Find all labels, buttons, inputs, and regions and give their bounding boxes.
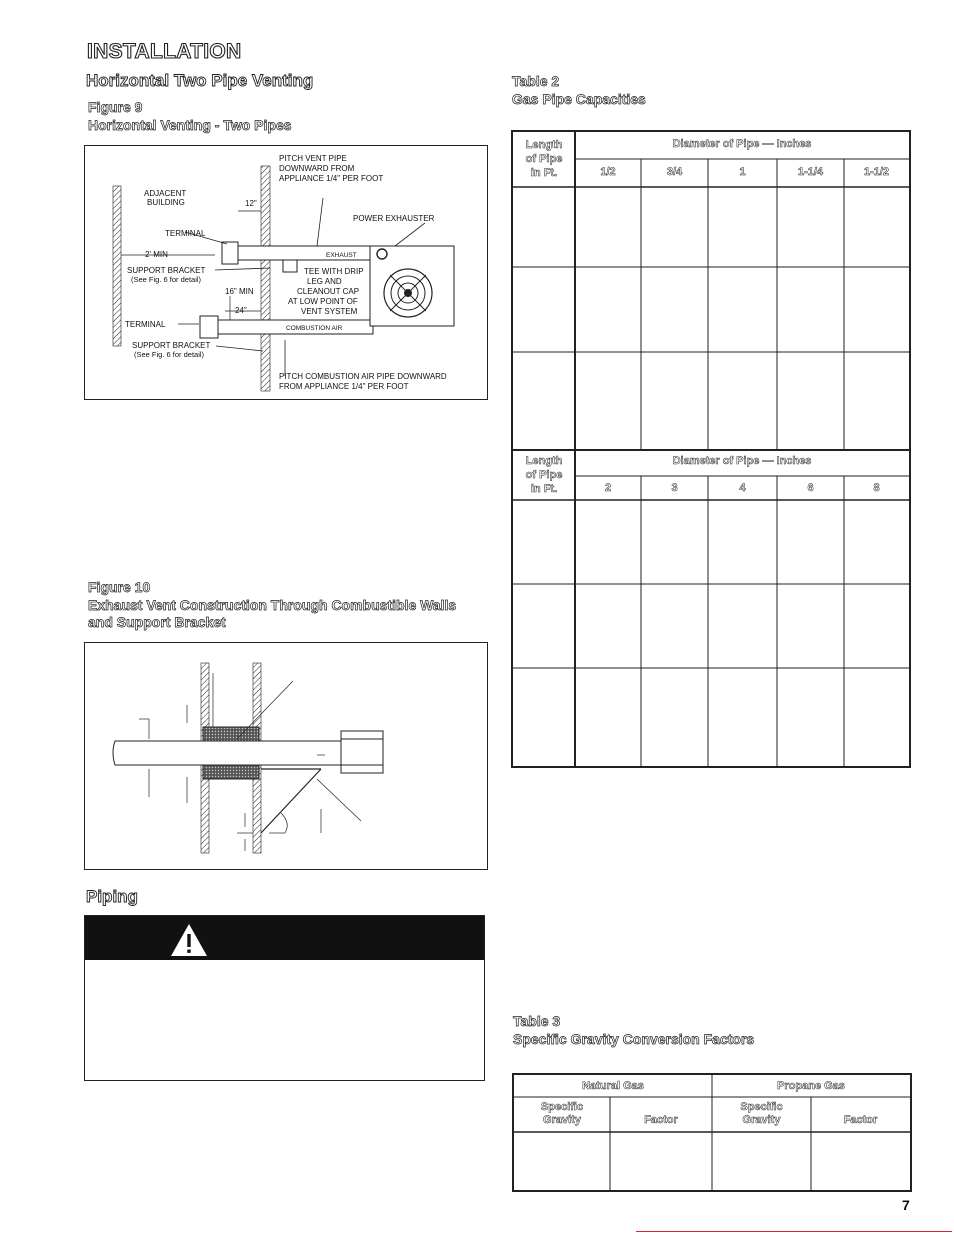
figure9-label: Figure 9: [88, 99, 143, 115]
figure10-diagram: [84, 642, 488, 870]
table2-length-header-bottom: [513, 454, 575, 496]
table2-label: Table 2: [512, 73, 560, 89]
fig9-adjacent-label-2: BUILDING: [147, 198, 185, 207]
fig9-support-bracket2-label: SUPPORT BRACKET: [132, 341, 211, 350]
fig9-pitch-label-1: PITCH VENT PIPE: [279, 154, 347, 163]
table3-grid: [514, 1075, 910, 1190]
size-header: 8: [873, 482, 880, 494]
fig9-tee-label-2: LEG AND: [307, 277, 342, 286]
fig9-combustion-air-label: COMBUSTION AIR: [286, 325, 343, 332]
fig9-see-fig6-2-label: (See Fig. 6 for detail): [134, 350, 205, 359]
figure10-drawing: [85, 643, 489, 871]
fig9-see-fig6-label: (See Fig. 6 for detail): [131, 275, 202, 284]
table3-title: Specific Gravity Conversion Factors: [513, 1031, 755, 1047]
length-header-line: Length: [525, 139, 563, 151]
fig9-pitch-ca-label-1: PITCH COMBUSTION AIR PIPE DOWNWARD: [279, 372, 447, 381]
fig9-min2-label: 2' MIN: [145, 250, 168, 259]
figure9-title: Horizontal Venting - Two Pipes: [88, 117, 292, 133]
figure10-label: Figure 10: [88, 579, 151, 595]
table3-propane-gas-header: Propane Gas: [777, 1080, 845, 1092]
figure9-diagram: [84, 145, 488, 400]
fig9-tee-label-3: CLEANOUT CAP: [297, 287, 360, 296]
page-number: 7: [902, 1197, 910, 1213]
size-header: 1-1/4: [797, 166, 824, 178]
fig9-pitch-label-3: APPLIANCE 1/4" PER FOOT: [279, 174, 384, 183]
fig9-tee-label-4: AT LOW POINT OF: [288, 297, 358, 306]
size-header: 3/4: [666, 166, 683, 178]
table3-specific-gravity-header: [514, 1101, 610, 1127]
table3-factor-header: Factor: [644, 1114, 678, 1126]
fig9-min16-label: 16" MIN: [225, 287, 254, 296]
warning-box: [84, 915, 485, 1081]
section-title-venting: Horizontal Two Pipe Venting: [86, 71, 314, 90]
length-header-line: in Ft.: [530, 167, 558, 179]
size-header: 6: [807, 482, 814, 494]
fig9-pitch-label-2: DOWNWARD FROM: [279, 164, 355, 173]
figure10-title-line1: Exhaust Vent Construction Through Combustible Walls: [88, 597, 457, 613]
fig9-dim24-label: 24": [235, 306, 247, 315]
fig9-tee-label-5: VENT SYSTEM: [301, 307, 358, 316]
fig9-exhaust-label: EXHAUST: [326, 252, 357, 259]
table2-diameter-header-top: Diameter of Pipe — Inches: [672, 138, 812, 150]
specific-label: Specific: [540, 1101, 584, 1113]
fig9-terminal-top-label: TERMINAL: [165, 229, 206, 238]
specific-gravity-table: [512, 1073, 912, 1192]
fig9-support-bracket-label: SUPPORT BRACKET: [127, 266, 206, 275]
size-header: 1/2: [600, 166, 616, 178]
fig9-tee-label-1: TEE WITH DRIP: [304, 267, 364, 276]
specific-label: Specific: [740, 1101, 783, 1113]
fig9-pitch-ca-label-2: FROM APPLIANCE 1/4" PER FOOT: [279, 382, 409, 391]
page-heading: INSTALLATION: [87, 40, 242, 63]
gravity-label: Gravity: [742, 1114, 781, 1126]
table3-label: Table 3: [513, 1013, 561, 1029]
table2-grid: [513, 132, 909, 766]
length-header-line: Length: [525, 455, 563, 467]
fig9-terminal-bottom-label: TERMINAL: [125, 320, 166, 329]
gas-pipe-capacities-table: [511, 130, 911, 768]
size-header: 1: [739, 166, 746, 178]
gravity-label: Gravity: [543, 1114, 581, 1126]
size-header: 1-1/2: [863, 166, 890, 178]
figure10-title-line2: and Support Bracket: [88, 614, 226, 630]
table2-diameter-header-bottom: Diameter of Pipe — Inches: [672, 455, 812, 467]
table2-length-header-top: [513, 138, 575, 180]
size-header: 3: [671, 482, 678, 494]
size-header: 4: [739, 482, 746, 494]
figure9-drawing: [85, 146, 489, 401]
table3-natural-gas-header: Natural Gas: [582, 1080, 644, 1092]
footer-rule: [636, 1231, 952, 1232]
section-title-piping: Piping: [86, 887, 138, 906]
exclamation-triangle-icon: [169, 922, 209, 958]
table3-specific-gravity-header-propane: [712, 1101, 811, 1127]
fig9-power-exhauster-label: POWER EXHAUSTER: [353, 214, 435, 223]
warning-header-bar: [85, 916, 484, 960]
table2-title: Gas Pipe Capacities: [512, 91, 646, 107]
fig9-adjacent-label-1: ADJACENT: [144, 189, 187, 198]
length-header-line: in Ft.: [530, 483, 558, 495]
size-header: 2: [604, 482, 612, 494]
table3-factor-header-propane: Factor: [843, 1114, 878, 1126]
fig9-dim12-label: 12": [245, 199, 257, 208]
length-header-line: of Pipe: [525, 469, 563, 481]
length-header-line: of Pipe: [525, 153, 563, 165]
